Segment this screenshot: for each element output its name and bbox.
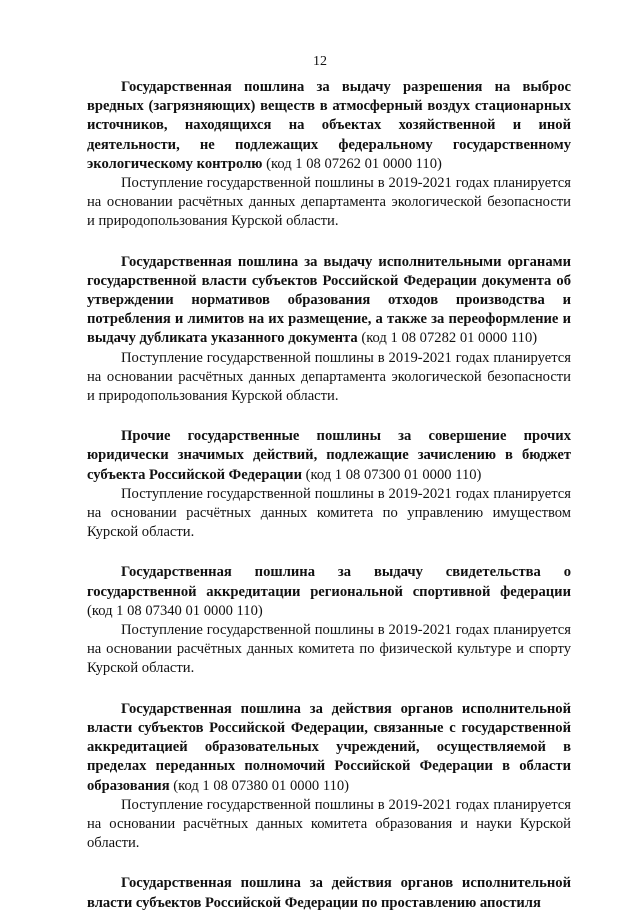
section-body: Поступление государственной пошлины в 2019-2021 годах планируется на основании расчётных данных департамента экологической безопасности и природопользования Курской области.	[87, 175, 571, 230]
heading-title: Государственная пошлина за действия органов исполнительной власти субъектов Российской Федерации по проставлению апостиля	[87, 875, 571, 911]
section-heading	[87, 563, 571, 621]
fee-section	[87, 563, 571, 678]
fee-section	[87, 78, 571, 232]
section-body: Поступление государственной пошлины в 2019-2021 годах планируется на основании расчётных данных комитета образования и науки Курской области.	[87, 796, 571, 852]
section-body: Поступление государственной пошлины в 2019-2021 годах планируется на основании расчётных данных комитета по управлению имуществом Курской области.	[87, 485, 571, 541]
fee-section	[87, 874, 571, 912]
heading-title: Прочие государственные пошлины за совершение прочих юридически значимых действий, подлежащие зачислению в бюджет субъекта Российской Федерации	[87, 428, 571, 483]
page-number: 12	[313, 54, 327, 69]
section-heading	[87, 253, 571, 349]
fee-section	[87, 700, 571, 854]
budget-code: (код 1 08 07300 01 0000 110)	[302, 466, 482, 483]
section-body: Поступление государственной пошлины в 2019-2021 годах планируется на основании расчётных данных департамента экологической безопасности и природопользования Курской области.	[87, 349, 571, 405]
heading-title: Государственная пошлина за выдачу исполнительными органами государственной власти субъектов Российской Федерации документа об утверждении нормативов образования отходов производства и потребления и лимитов на их размещение, а также за переоформление и выдачу дубликата указанного документа	[87, 253, 571, 347]
section-body: Поступление государственной пошлины в 2019-2021 годах планируется на основании расчётных данных комитета по физической культуре и спорту Курской области.	[87, 622, 571, 677]
fee-section	[87, 253, 571, 407]
heading-title: Государственная пошлина за выдачу свидетельства о государственной аккредитации региональной спортивной федерации	[87, 564, 571, 600]
heading-title: Государственная пошлина за действия органов исполнительной власти субъектов Российской Федерации, связанные с государственной аккредитацией образовательных учреждений, осуществляемой в пределах переданных полномочий Российской Федерации в области образования	[87, 700, 571, 794]
section-heading	[87, 78, 571, 174]
section-heading	[87, 874, 571, 912]
fee-section	[87, 427, 571, 542]
section-heading	[87, 427, 571, 485]
budget-code: (код 1 08 07262 01 0000 110)	[262, 155, 442, 172]
section-heading	[87, 700, 571, 796]
budget-code: (код 1 08 07340 01 0000 110)	[87, 602, 263, 619]
heading-title: Государственная пошлина за выдачу разрешения на выброс вредных (загрязняющих) веществ в атмосферный воздух стационарных источников, находящихся на объектах хозяйственной и иной деятельности, не подлежащих федеральному государственному экологическому контролю	[87, 79, 571, 172]
budget-code: (код 1 08 07380 01 0000 110)	[169, 777, 350, 794]
document-body	[87, 78, 571, 913]
budget-code: (код 1 08 07282 01 0000 110)	[357, 330, 538, 347]
